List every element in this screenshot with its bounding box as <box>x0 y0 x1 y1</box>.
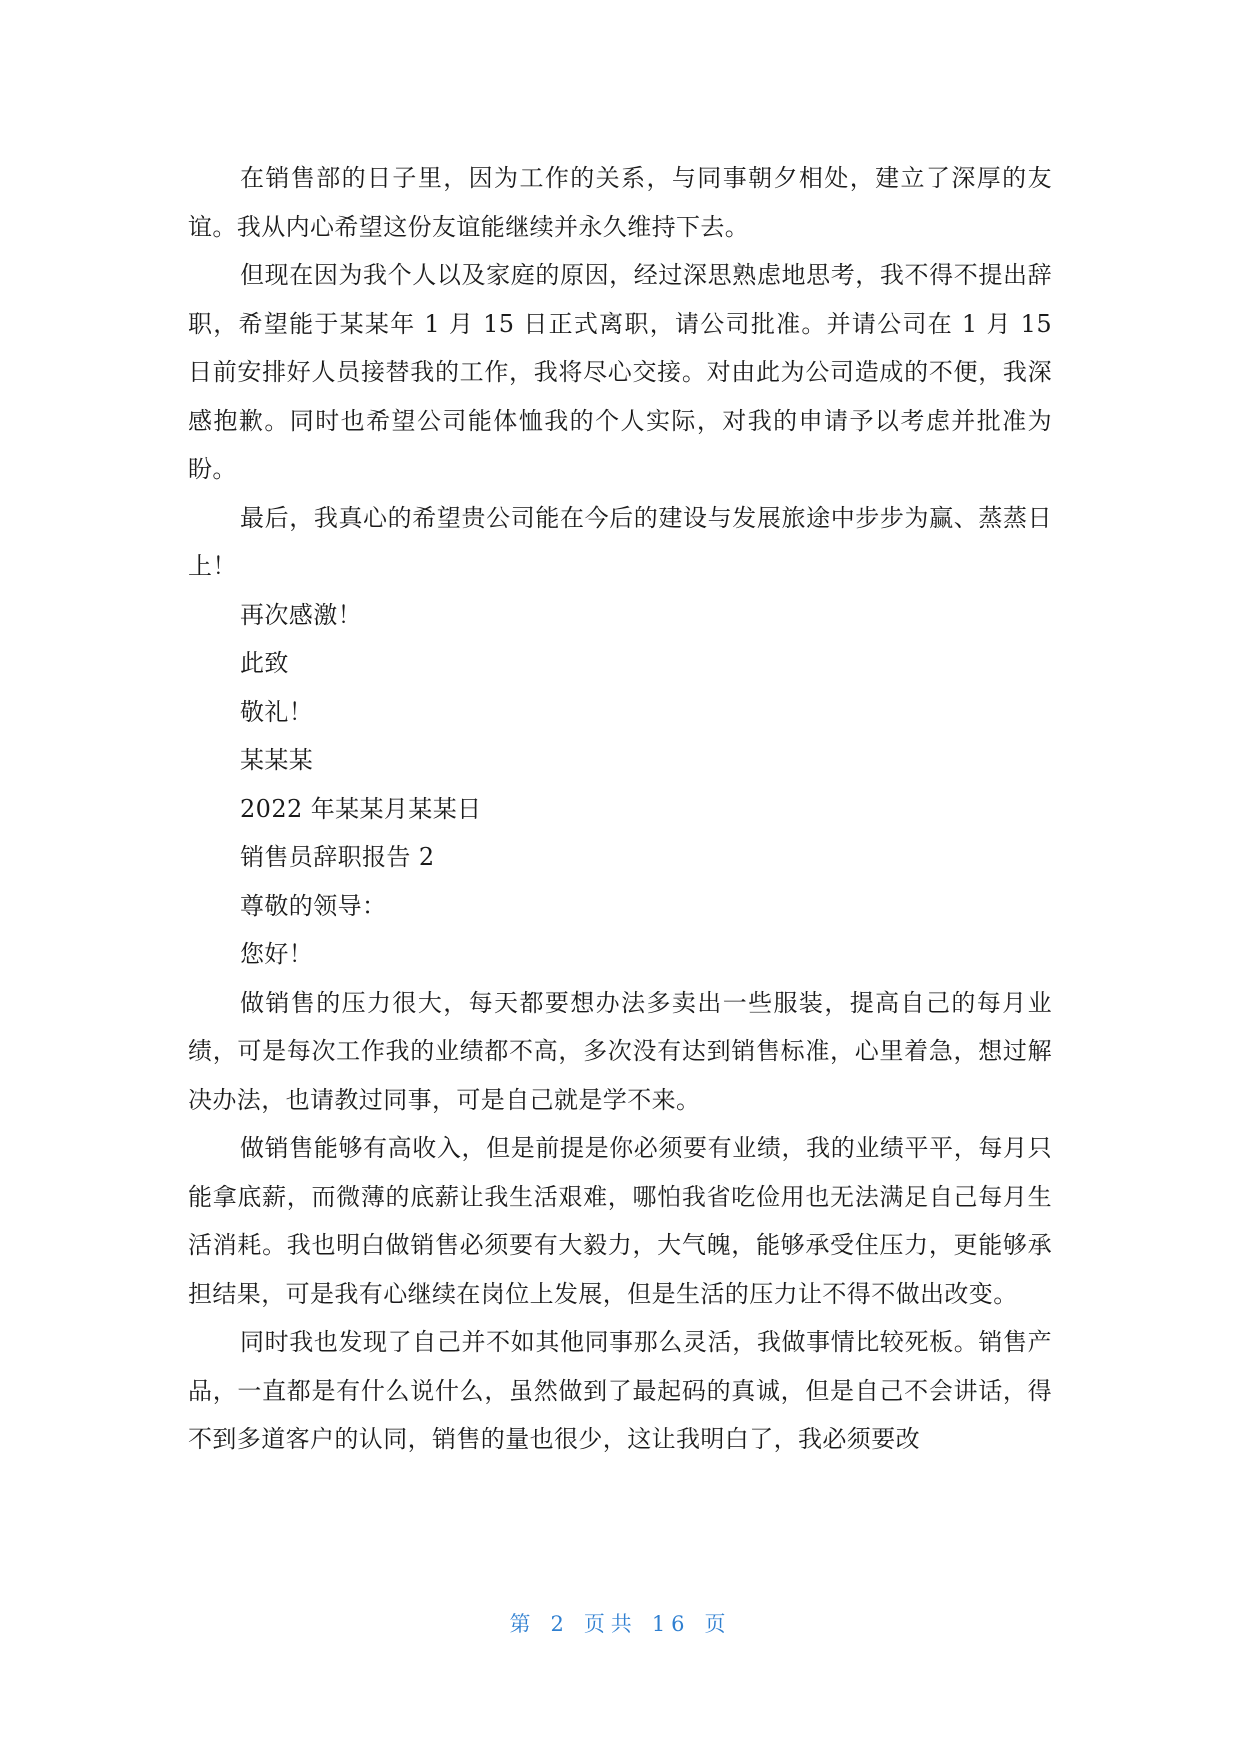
paragraph: 同时我也发现了自己并不如其他同事那么灵活，我做事情比较死板。销售产品，一直都是有什么说什么，虽然做到了最起码的真诚，但是自己不会讲话，得不到多道客户的认同，销售的量也很少，这让我明白了，我必须要改 <box>188 1328 1052 1453</box>
page-footer <box>0 1608 1241 1638</box>
closing-salutation: 此致 <box>240 649 289 677</box>
signature-name: 某某某 <box>240 746 314 774</box>
paragraph: 最后，我真心的希望贵公司能在今后的建设与发展旅途中步步为赢、蒸蒸日上！ <box>188 503 1052 580</box>
paragraph: 做销售能够有高收入，但是前提是你必须要有业绩，我的业绩平平，每月只能拿底薪，而微薄的底薪让我生活艰难，哪怕我省吃俭用也无法满足自己每月生活消耗。我也明白做销售必须要有大毅力，大气魄，能够承受住压力，更能够承担结果，可是我有心继续在岗位上发展，但是生活的压力让不得不做出改变。 <box>188 1134 1052 1308</box>
paragraph: 在销售部的日子里，因为工作的关系，与同事朝夕相处，建立了深厚的友谊。我从内心希望这份友谊能继续并永久维持下去。 <box>188 164 1052 241</box>
paragraph: 但现在因为我个人以及家庭的原因，经过深思熟虑地思考，我不得不提出辞职，希望能于某某年 1 月 15 日正式离职，请公司批准。并请公司在 1 月 15 日前安排好人员接替我的工作，我将尽心交接。对由此为公司造成的不便，我深感抱歉。同时也希望公司能体恤我的个人实际，对我的申请予以考虑并批准为盼。 <box>188 261 1052 483</box>
section-heading: 销售员辞职报告 2 <box>240 843 435 871</box>
footer-suffix: 页 <box>704 1612 732 1636</box>
greeting-addressee: 尊敬的领导： <box>240 891 387 920</box>
closing-regards: 敬礼！ <box>240 697 314 726</box>
document-body <box>188 154 1052 1464</box>
footer-prefix: 第 <box>509 1612 537 1636</box>
greeting-hello: 您好！ <box>240 940 314 968</box>
paragraph: 做销售的压力很大，每天都要想办法多卖出一些服装，提高自己的每月业绩，可是每次工作我的业绩都不高，多次没有达到销售标准，心里着急，想过解决办法，也请教过同事，可是自己就是学不来。 <box>188 988 1052 1114</box>
footer-total-pages: 16 <box>651 1612 691 1636</box>
footer-middle: 页共 <box>583 1612 638 1636</box>
signature-date: 2022 年某某月某某日 <box>240 794 482 823</box>
closing-thanks: 再次感激！ <box>240 600 362 629</box>
footer-current-page: 2 <box>550 1612 570 1636</box>
